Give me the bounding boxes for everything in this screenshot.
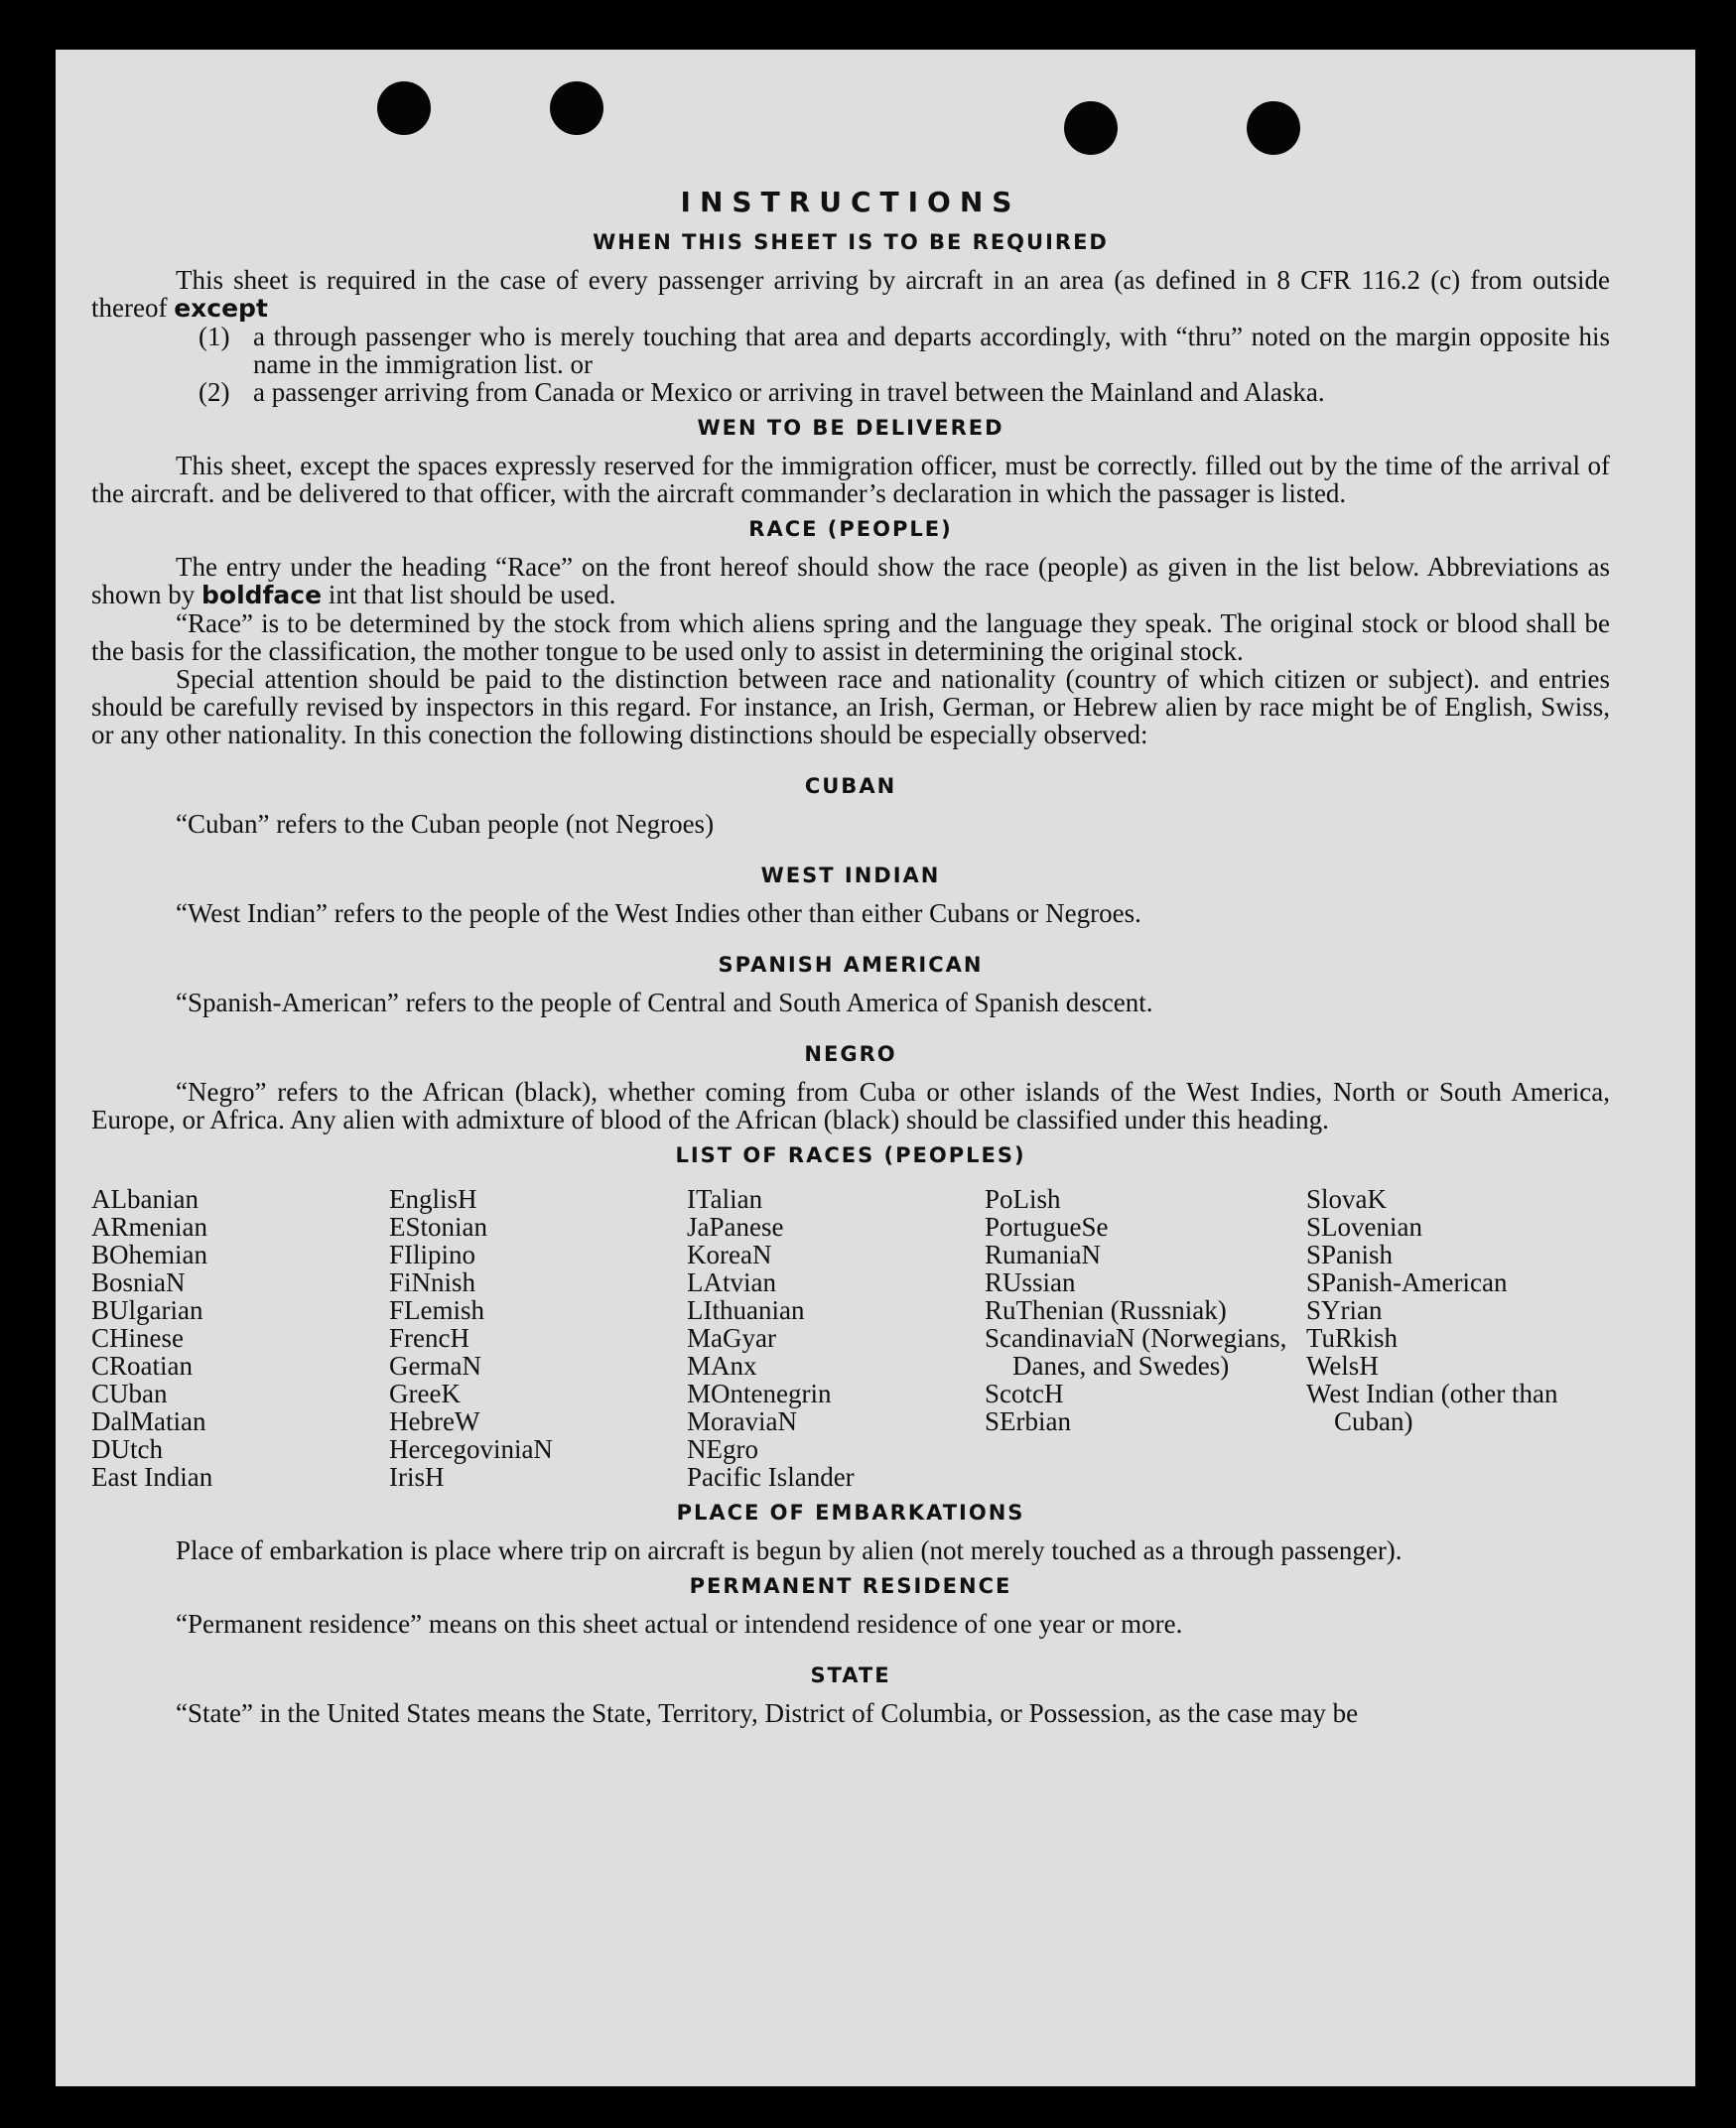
instructions-content	[91, 186, 1610, 1728]
race-list	[91, 1185, 1610, 1491]
race-item: CHinese	[91, 1323, 184, 1353]
race-item: HebreW	[389, 1406, 480, 1436]
paragraph: “Permanent residence” means on this sheet actual or intendend residence of one year or more.	[176, 1609, 1183, 1639]
paragraph: “West Indian” refers to the people of the West Indies other than either Cubans or Negroes.	[176, 898, 1141, 928]
list-item: (1) a through passenger who is merely touching that area and departs accordingly, with “thru” noted on the margin opposite his name in the immigration list. or	[199, 322, 1610, 379]
section-heading: WEST INDIAN	[760, 864, 941, 887]
race-item: KoreaN	[687, 1240, 772, 1269]
race-item: ARmenian	[91, 1212, 207, 1242]
race-item: Pacific Islander	[687, 1462, 855, 1492]
race-item: SErbian	[985, 1406, 1071, 1436]
race-item: MOntenegrin	[687, 1379, 832, 1408]
section-heading: RACE (PEOPLE)	[748, 517, 953, 541]
race-item: GreeK	[389, 1379, 461, 1408]
paragraph: “State” in the United States means the State, Territory, District of Columbia, or Possession, as the case may be	[176, 1698, 1359, 1728]
race-item: TuRkish	[1306, 1323, 1399, 1353]
paragraph: Place of embarkation is place where trip on aircraft is begun by alien (not merely touched as a through passenger).	[176, 1535, 1402, 1565]
race-item: SLovenian	[1306, 1212, 1422, 1242]
race-column	[1306, 1185, 1584, 1491]
race-item: BUlgarian	[91, 1295, 203, 1325]
race-item: FiNnish	[389, 1267, 476, 1297]
race-item: DalMatian	[91, 1406, 206, 1436]
paragraph: Special attention should be paid to the distinction between race and nationality (country of which citizen or subject). and entries should be carefully revised by inspectors in this regard. For instance, an Irish, German, or Hebrew alien by race might be of English, Swiss, or any other nationality. In this conection the following distinctions should be especially observed:	[91, 664, 1610, 749]
race-item: JaPanese	[687, 1212, 784, 1242]
race-item: ScotcH	[985, 1379, 1064, 1408]
race-column	[91, 1185, 389, 1491]
race-item: FLemish	[389, 1295, 485, 1325]
race-column	[985, 1185, 1306, 1491]
race-item: CRoatian	[91, 1351, 193, 1381]
race-item: LIthuanian	[687, 1295, 805, 1325]
paragraph: This sheet, except the spaces expressly reserved for the immigration officer, must be correctly. filled out by the time of the arrival of the aircraft. and be delivered to that officer, with the aircraft commander’s declaration in which the passager is listed.	[91, 451, 1610, 508]
paragraph: “Negro” refers to the African (black), whether coming from Cuba or other islands of the West Indies, North or South America, Europe, or Africa. Any alien with admixture of blood of the African (black) should be classified under this heading.	[91, 1077, 1610, 1134]
race-item: RUssian	[985, 1267, 1076, 1297]
race-item: NEgro	[687, 1434, 758, 1464]
race-item: West Indian (other than Cuban)	[1306, 1379, 1558, 1436]
race-item: BosniaN	[91, 1267, 186, 1297]
list-item: (2) a passenger arriving from Canada or Mexico or arriving in travel between the Mainland and Alaska.	[199, 377, 1325, 407]
section-heading: SPANISH AMERICAN	[718, 953, 984, 977]
race-item: CUban	[91, 1379, 168, 1408]
race-item: WelsH	[1306, 1351, 1379, 1381]
section-heading: WHEN THIS SHEET IS TO BE REQUIRED	[593, 230, 1109, 254]
race-item: HercegoviniaN	[389, 1434, 553, 1464]
race-item: PortugueSe	[985, 1212, 1109, 1242]
race-item: East Indian	[91, 1462, 213, 1492]
race-item: FIlipino	[389, 1240, 476, 1269]
race-item: ITalian	[687, 1184, 763, 1214]
section-heading: LIST OF RACES (PEOPLES)	[675, 1143, 1026, 1167]
race-item: RumaniaN	[985, 1240, 1101, 1269]
race-item: MAnx	[687, 1351, 757, 1381]
section-heading: STATE	[810, 1663, 891, 1687]
race-item: SYrian	[1306, 1295, 1383, 1325]
race-item: LAtvian	[687, 1267, 776, 1297]
punch-hole	[1247, 101, 1300, 155]
race-item: MoraviaN	[687, 1406, 797, 1436]
paragraph: “Cuban” refers to the Cuban people (not Negroes)	[176, 809, 715, 839]
race-item: EnglisH	[389, 1184, 477, 1214]
race-item: SPanish	[1306, 1240, 1394, 1269]
paragraph: “Race” is to be determined by the stock from which aliens spring and the language they speak. The original stock or blood shall be the basis for the classification, the mother tongue to be used only to assist in determining the original stock.	[91, 608, 1610, 666]
race-item: FrencH	[389, 1323, 469, 1353]
race-column	[389, 1185, 687, 1491]
emphasis-text: except	[174, 294, 268, 323]
race-item: MaGyar	[687, 1323, 776, 1353]
race-item: DUtch	[91, 1434, 163, 1464]
section-heading: PERMANENT RESIDENCE	[689, 1574, 1012, 1598]
race-item: IrisH	[389, 1462, 445, 1492]
race-item: EStonian	[389, 1212, 487, 1242]
paragraph: “Spanish-American” refers to the people of Central and South America of Spanish descent.	[176, 988, 1153, 1017]
race-item: ALbanian	[91, 1184, 199, 1214]
section-heading: NEGRO	[804, 1042, 897, 1066]
document-sheet	[56, 50, 1695, 2086]
race-item: ScandinaviaN (Norwegians, Danes, and Swedes)	[985, 1323, 1287, 1381]
punch-hole	[1064, 101, 1118, 155]
paragraph: This sheet is required in the case of every passenger arriving by aircraft in an area (as defined in 8 CFR 116.2 (c) from outside thereof except	[91, 265, 1610, 323]
race-item: RuThenian (Russniak)	[985, 1295, 1227, 1325]
punch-hole	[377, 81, 431, 135]
section-heading: PLACE OF EMBARKATIONS	[676, 1501, 1025, 1525]
race-item: SlovaK	[1306, 1184, 1387, 1214]
punch-hole	[550, 81, 603, 135]
race-item: SPanish-American	[1306, 1267, 1508, 1297]
race-item: PoLish	[985, 1184, 1061, 1214]
section-heading: WEN TO BE DELIVERED	[697, 416, 1004, 440]
race-item: BOhemian	[91, 1240, 207, 1269]
race-item: GermaN	[389, 1351, 481, 1381]
page-title: INSTRUCTIONS	[680, 186, 1021, 218]
section-heading: CUBAN	[804, 774, 897, 798]
race-column	[687, 1185, 985, 1491]
emphasis-text: boldface	[201, 581, 323, 609]
paragraph: The entry under the heading “Race” on the front hereof should show the race (people) as given in the list below. Abbreviations as shown by boldface int that list should be used.	[91, 552, 1610, 609]
